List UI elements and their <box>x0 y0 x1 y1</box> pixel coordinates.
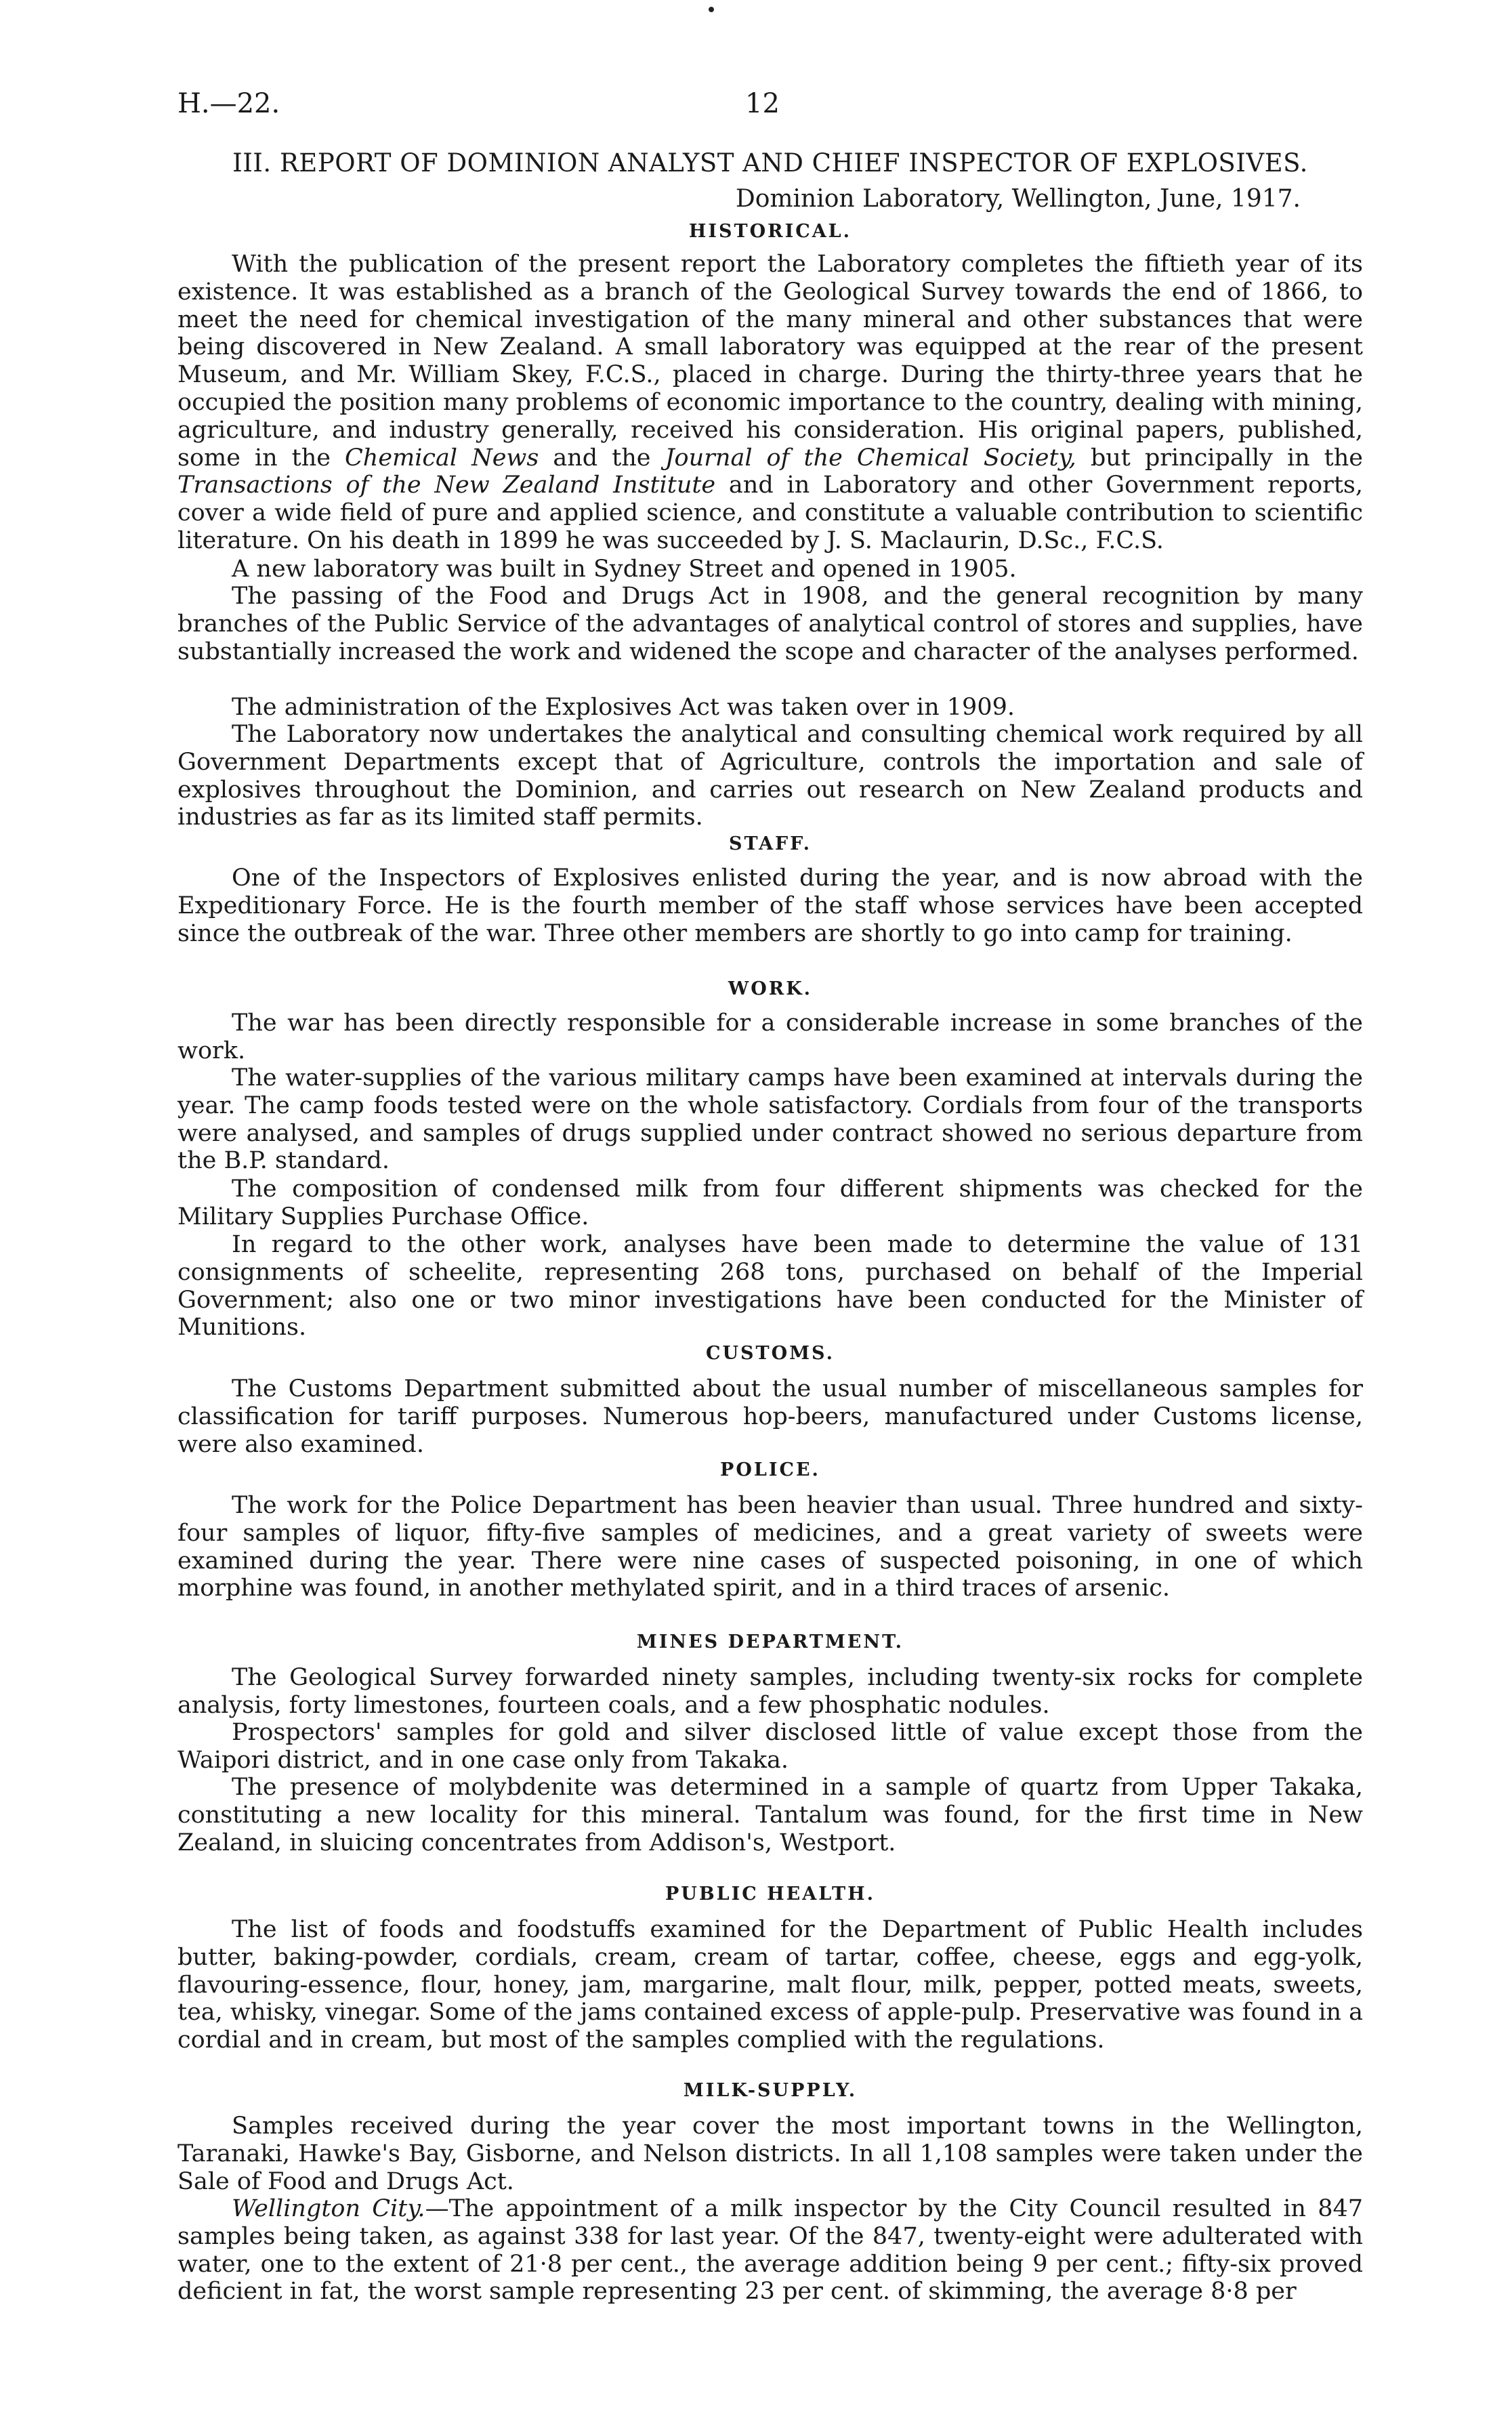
section-heading-customs: CUSTOMS. <box>706 1343 835 1364</box>
mines-paragraph-3: The presence of molybdenite was determined in a sample of quartz from Upper Takaka, constituting a new locality for this mineral. Tantalum was found, for the first time in New Zealand, in sluicing concentrates from Addison's, Westport. <box>177 1774 1363 1856</box>
dateline: Dominion Laboratory, Wellington, June, 1917. <box>735 185 1301 213</box>
police-paragraph-1: The work for the Police Department has been heavier than usual. Three hundred and sixty-four samples of liquor, fifty-five samples of medicines, and a great variety of sweets were examined during the year. There were nine cases of suspected poisoning, in one of which morphine was found, in another methylated spirit, and in a third traces of arsenic. <box>177 1492 1363 1602</box>
staff-paragraph-1: One of the Inspectors of Explosives enlisted during the year, and is now abroad with the Expeditionary Force. He is the fourth member of the staff whose services have been accepted since the outbreak of the war. Three other members are shortly to go into camp for training. <box>177 865 1363 947</box>
mines-paragraph-1: The Geological Survey forwarded ninety samples, including twenty-six rocks for complete analysis, forty limestones, fourteen coals, and a few phosphatic nodules. <box>177 1664 1363 1719</box>
report-title: III. REPORT OF DOMINION ANALYST AND CHIEF INSPECTOR OF EXPLOSIVES. <box>232 148 1308 178</box>
section-heading-milk-supply: MILK-SUPPLY. <box>683 2080 858 2101</box>
customs-paragraph-1: The Customs Department submitted about the usual number of miscellaneous samples for classification for tariff purposes. Numerous hop-beers, manufactured under Customs license, were also examined. <box>177 1375 1363 1458</box>
work-paragraph-2: The water-supplies of the various military camps have been examined at intervals during the year. The camp foods tested were on the whole satisfactory. Cordials from four of the transports were analysed, and samples of drugs supplied under contract showed no serious departure from the B.P. standard. <box>177 1064 1363 1175</box>
citation-journal-chemical-society: Journal of the Chemical Society, <box>665 444 1076 472</box>
section-heading-public-health: PUBLIC HEALTH. <box>665 1884 875 1905</box>
historical-paragraph-1 <box>177 251 1363 555</box>
section-heading-historical: HISTORICAL. <box>688 221 852 242</box>
historical-p1-end: and in Laboratory and other Government reports, cover a wide field of pure and applied science, and constitute a valuable contribution to scientific literature. On his death in 1899 he was succeeded by J. S. Maclaurin, D.Sc., F.C.S. <box>177 472 1363 554</box>
page-header <box>177 87 1363 121</box>
print-mark <box>709 7 714 12</box>
citation-chemical-news: Chemical News <box>345 444 539 472</box>
historical-paragraph-3: The passing of the Food and Drugs Act in 1908, and the general recognition by many branches of the Public Service of the advantages of analytical control of stores and supplies, have substantially increased the work and widened the scope and character of the analyses performed. <box>177 583 1363 665</box>
section-heading-police: POLICE. <box>720 1459 820 1480</box>
milk-supply-p2-text: —The appointment of a milk inspector by the City Council resulted in 847 samples being taken, as against 338 for last year. Of the 847, twenty-eight were adulterated with water, one to the extent of 21·8 per cent., the average addition being 9 per cent.; fifty-six proved deficient in fat, the worst sample representing 23 per cent. of skimming, the average 8·8 per <box>177 2195 1364 2306</box>
milk-supply-paragraph-2 <box>177 2195 1363 2306</box>
section-heading-staff: STAFF. <box>728 833 812 854</box>
wellington-city-subheading: Wellington City. <box>232 2195 425 2222</box>
milk-supply-paragraph-1: Samples received during the year cover the most important towns in the Wellington, Taranaki, Hawke's Bay, Gisborne, and Nelson districts. In all 1,108 samples were taken under the Sale of Food and Drugs Act. <box>177 2113 1363 2195</box>
page-number: 12 <box>745 88 780 119</box>
historical-p1-connector-2: but principally in the <box>1090 444 1363 472</box>
section-heading-work: WORK. <box>728 978 813 999</box>
mines-paragraph-2: Prospectors' samples for gold and silver disclosed little of value except those from the Waipori district, and in one case only from Takaka. <box>177 1719 1363 1774</box>
work-paragraph-1: The war has been directly responsible for a considerable increase in some branches of the work. <box>177 1010 1363 1064</box>
section-heading-mines: MINES DEPARTMENT. <box>636 1631 904 1652</box>
historical-p1-text: With the publication of the present report the Laboratory completes the fiftieth year of its existence. It was established as a branch of the Geological Survey towards the end of 1866, to meet the need for chemical investigation of the many mineral and other substances that were being discovered in New Zealand. A small laboratory was equipped at the rear of the present Museum, and Mr. William Skey, F.C.S., placed in charge. During the thirty-three years that he occupied the position many problems of economic importance to the country, dealing with mining, agriculture, and industry generally, received his consideration. His original papers, published, some in the <box>177 251 1363 472</box>
report-code: H.—22. <box>177 88 280 119</box>
historical-paragraph-4: The administration of the Explosives Act was taken over in 1909. <box>232 694 1015 721</box>
work-paragraph-3: The composition of condensed milk from four different shipments was checked for the Military Supplies Purchase Office. <box>177 1176 1363 1230</box>
historical-paragraph-2: A new laboratory was built in Sydney Street and opened in 1905. <box>232 556 1017 583</box>
citation-transactions-nz-institute: Transactions of the New Zealand Institute <box>177 472 716 499</box>
historical-paragraph-5: The Laboratory now undertakes the analytical and consulting chemical work required by all Government Departments except that of Agriculture, controls the importation and sale of explosives throughout the Dominion, and carries out research on New Zealand products and industries as far as its limited staff permits. <box>177 721 1363 831</box>
historical-p1-connector-1: and the <box>553 444 651 472</box>
work-paragraph-4: In regard to the other work, analyses have been made to determine the value of 131 consignments of scheelite, representing 268 tons, purchased on behalf of the Imperial Government; also one or two minor investigations have been conducted for the Minister of Munitions. <box>177 1231 1363 1342</box>
public-health-paragraph-1: The list of foods and foodstuffs examined for the Department of Public Health includes butter, baking-powder, cordials, cream, cream of tartar, coffee, cheese, eggs and egg-yolk, flavouring-essence, flour, honey, jam, margarine, malt flour, milk, pepper, potted meats, sweets, tea, whisky, vinegar. Some of the jams contained excess of apple-pulp. Preservative was found in a cordial and in cream, but most of the samples complied with the regulations. <box>177 1916 1363 2054</box>
